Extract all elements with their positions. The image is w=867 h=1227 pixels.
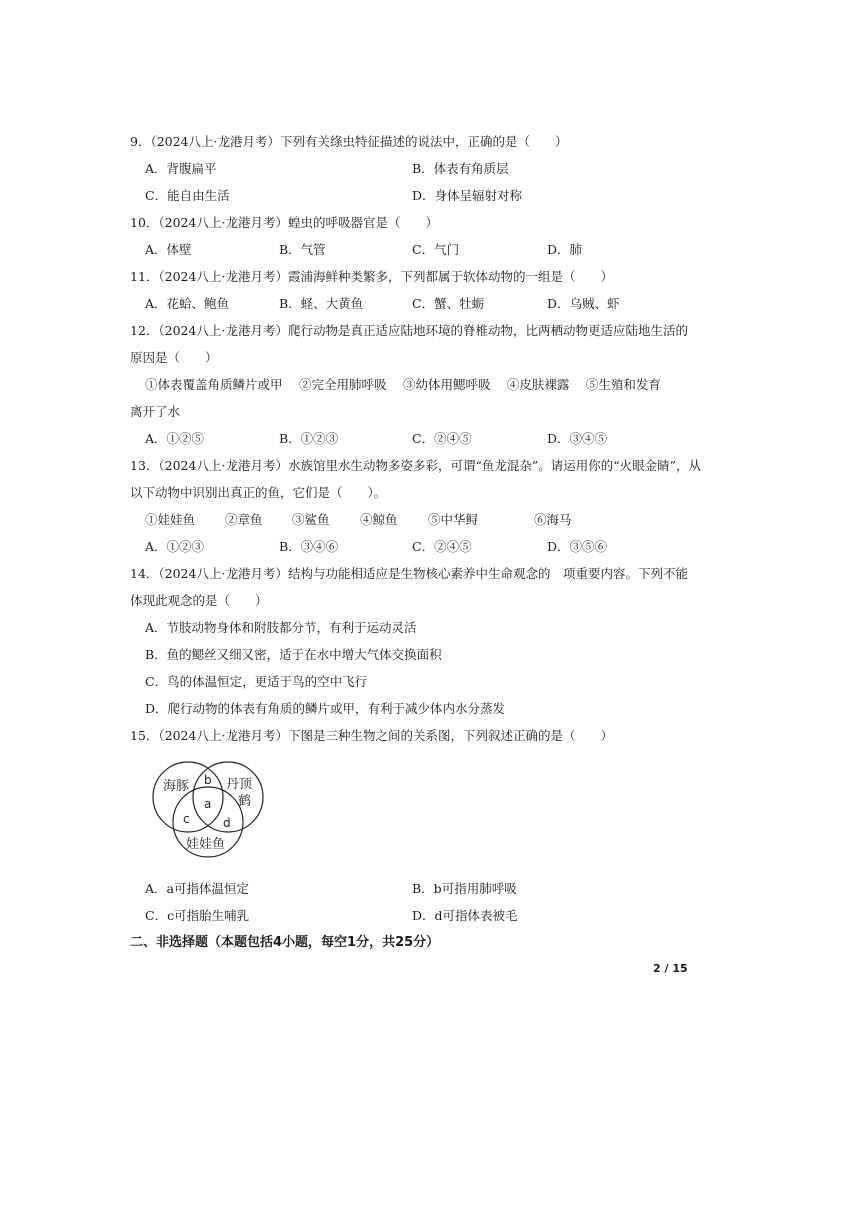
q9-option-a: A．背腹扁平 — [145, 161, 217, 176]
q14-option-d: D．爬行动物的体表有角质的鳞片或甲，有利于减少体内水分蒸发 — [145, 701, 506, 716]
q10-option-d: D．肺 — [547, 242, 583, 257]
question-13-stem-line2: 以下动物中识别出真正的鱼，它们是（ ）。 — [130, 485, 387, 500]
q13-item-3: ③鲨鱼 — [292, 512, 330, 527]
question-12-items-line2: 离开了水 — [130, 404, 181, 419]
venn-label-dolphin: 海豚 — [163, 779, 190, 794]
question-15-stem: 15．（2024八上·龙港月考）下图是三种生物之间的关系图，下列叙述正确的是（ ） — [130, 728, 613, 743]
question-12-items-line1: ①体表覆盖角质鳞片或甲 ②完全用肺呼吸 ③幼体用鳃呼吸 ④皮肤裸露 ⑤生殖和发育 — [145, 377, 661, 392]
q11-option-a: A．花蛤、鲍鱼 — [145, 296, 230, 311]
q13-option-c: C．②④⑤ — [412, 539, 472, 554]
q9-option-c: C．能自由生活 — [145, 188, 230, 203]
q14-option-b: B．鱼的鳃丝又细又密，适于在水中增大气体交换面积 — [145, 647, 442, 662]
venn-label-crane-1: 丹顶 — [226, 777, 253, 792]
q10-option-c: C．气门 — [412, 242, 460, 257]
venn-label-crane-2: 鹤 — [238, 794, 252, 809]
q12-option-d: D．③④⑤ — [547, 431, 608, 446]
question-11-stem: 11．（2024八上·龙港月考）霞浦海鲜种类繁多，下列都属于软体动物的一组是（ ） — [130, 269, 613, 284]
q15-option-b: B．b可指用肺呼吸 — [412, 881, 517, 896]
question-14-stem-line2: 体现此观念的是（ ） — [130, 593, 268, 608]
q15-option-d: D．d可指体表被毛 — [412, 908, 518, 923]
q11-option-c: C．蟹、牡蛎 — [412, 296, 485, 311]
q12-option-a: A．①②⑤ — [145, 431, 205, 446]
venn-region-c: c — [183, 812, 190, 826]
venn-diagram — [148, 755, 273, 860]
q14-option-a: A．节肢动物身体和附肢都分节，有利于运动灵活 — [145, 620, 417, 635]
q10-option-a: A．体壁 — [145, 242, 192, 257]
venn-label-salamander: 娃娃鱼 — [186, 837, 226, 852]
q10-option-b: B．气管 — [279, 242, 326, 257]
venn-region-b: b — [204, 773, 212, 787]
q12-option-b: B．①②③ — [279, 431, 339, 446]
q11-option-b: B．蛏、大黄鱼 — [279, 296, 364, 311]
question-9-stem: 9．（2024八上·龙港月考）下列有关绦虫特征描述的说法中，正确的是（ ） — [130, 134, 568, 149]
q11-option-d: D．乌贼、虾 — [547, 296, 620, 311]
page-number: 2 / 15 — [653, 962, 688, 975]
question-14-stem-line1: 14．（2024八上·龙港月考）结构与功能相适应是生物核心素养中生命观念的 项重要内容。下列不能 — [130, 566, 688, 581]
venn-region-d: d — [223, 816, 231, 830]
q14-option-c: C．鸟的体温恒定，更适于鸟的空中飞行 — [145, 674, 368, 689]
q13-option-a: A．①②③ — [145, 539, 205, 554]
question-12-stem-line1: 12．（2024八上·龙港月考）爬行动物是真正适应陆地环境的脊椎动物，比两栖动物更适应陆地生活的 — [130, 323, 688, 338]
q15-option-a: A．a可指体温恒定 — [145, 881, 249, 896]
q13-item-2: ②章鱼 — [225, 512, 263, 527]
q15-option-c: C．c可指胎生哺乳 — [145, 908, 250, 923]
question-10-stem: 10．（2024八上·龙港月考）蝗虫的呼吸器官是（ ） — [130, 215, 438, 230]
question-13-stem-line1: 13．（2024八上·龙港月考）水族馆里水生动物多姿多彩，可谓“鱼龙混杂”。请运用你的“火眼金睛”，从 — [130, 458, 702, 473]
q9-option-b: B．体表有角质层 — [412, 161, 509, 176]
q13-option-d: D．③⑤⑥ — [547, 539, 608, 554]
q13-item-4: ④鲸鱼 — [360, 512, 398, 527]
venn-region-a: a — [204, 797, 212, 811]
q13-item-1: ①娃娃鱼 — [145, 512, 196, 527]
q13-item-5: ⑤中华鲟 — [428, 512, 479, 527]
q13-item-6: ⑥海马 — [534, 512, 572, 527]
section-title: 二、非选择题（本题包括4小题，每空1分，共25分） — [130, 935, 440, 950]
question-12-stem-line2: 原因是（ ） — [130, 350, 218, 365]
q13-option-b: B．③④⑥ — [279, 539, 339, 554]
q12-option-c: C．②④⑤ — [412, 431, 472, 446]
q9-option-d: D．身体呈辐射对称 — [412, 188, 523, 203]
